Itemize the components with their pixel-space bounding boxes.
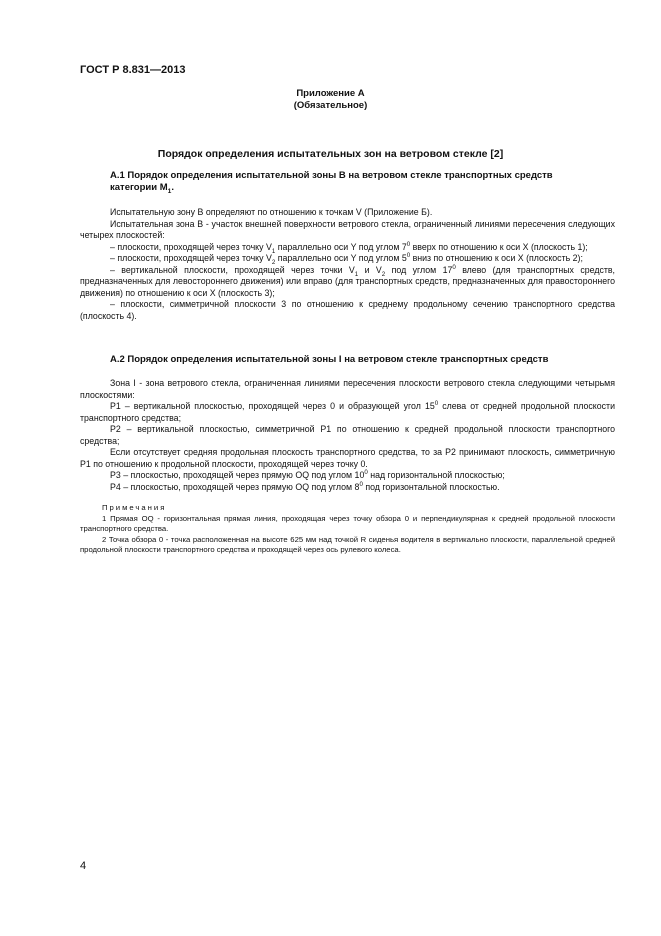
notes-block [80, 503, 615, 556]
annex-status: (Обязательное) [293, 100, 368, 111]
paragraph: Зона I - зона ветрового стекла, ограниченная линиями пересечения плоскости ветрового стекла следующими четырьмя плоскостями: [80, 378, 615, 400]
note-item: 1 Прямая OQ - горизонтальная прямая линия, проходящая через точку обзора 0 и перпендикулярная к средней продольной плоскости транспортного средства. [80, 513, 615, 533]
list-item: Р3 – плоскостью, проходящей через прямую OQ под углом $10^0$ над горизонтальной плоскостью; [110, 469, 505, 480]
list-item: – плоскости, проходящей через точку $V_2$ параллельно оси Y под углом $5^0$ вниз по отношению к оси X (плоскость 2); [110, 252, 583, 266]
paragraph: Испытательную зону B определяют по отношению к точкам V (Приложение Б). [110, 207, 433, 217]
page-title: Порядок определения испытательных зон на ветровом стекле [2] [157, 148, 504, 160]
section-a2-heading: А.2 Порядок определения испытательной зоны I на ветровом стекле транспортных средств [110, 354, 549, 365]
list-item: – плоскости, проходящей через точку $V_1$ параллельно оси Y под углом $7^0$ вверх по отношению к оси X (плоскость 1); [110, 240, 588, 255]
note-item: 2 Точка обзора 0 - точка расположенная на высоте 625 мм над точкой R сиденья водителя в вертикально плоскости, параллельной средней продольной плоскости транспортного средства и проходящей через ось рулевого колеса. [80, 534, 615, 554]
list-item: – плоскости, симметричной плоскости 3 по отношению к среднему продольному сечению транспортного средства (плоскость 4). [80, 299, 615, 321]
section-a2-body [80, 378, 615, 493]
document-header-id: ГОСТ Р 8.831—2013 [80, 64, 186, 76]
list-item: Р1 – вертикальной плоскостью, проходящей через 0 и образующей угол $15^0$ слева от средней продольной плоскости транспортного средства; [80, 400, 615, 423]
section-a1-body [80, 207, 615, 322]
paragraph: Испытательная зона B - участок внешней поверхности ветрового стекла, ограниченный линиями пересечения следующих четырех плоскостей: [80, 218, 615, 240]
annex-title: Приложение А [296, 88, 365, 99]
page-number: 4 [80, 860, 87, 872]
list-item: Р4 – плоскостью, проходящей через прямую OQ под углом $8^0$ под горизонтальной плоскостью. [110, 480, 500, 492]
section-a1-heading: А.1 Порядок определения испытательной зоны B на ветровом стекле транспортных средств категории $M_1$. [110, 170, 553, 195]
paragraph: Если отсутствует средняя продольная плоскость транспортного средства, то за Р2 принимают плоскость, симметричную Р1 по отношению к продольной плоскости, проходящей через точку 0. [80, 447, 615, 469]
list-item: Р2 – вертикальной плоскостью, симметричной Р1 по отношению к средней продольной плоскости транспортного средства; [80, 424, 615, 446]
notes-title: Примечания [102, 503, 167, 512]
list-item: – вертикальной плоскости, проходящей через точки $V_1$ и $V_2$ под углом $17^0$ влево (для транспортных средств, предназначенных для левостороннего движения) или вправо (для транспортных средств, предназначенных для правостороннего движения) по отношению к оси X (плоскость 3); [80, 263, 615, 298]
